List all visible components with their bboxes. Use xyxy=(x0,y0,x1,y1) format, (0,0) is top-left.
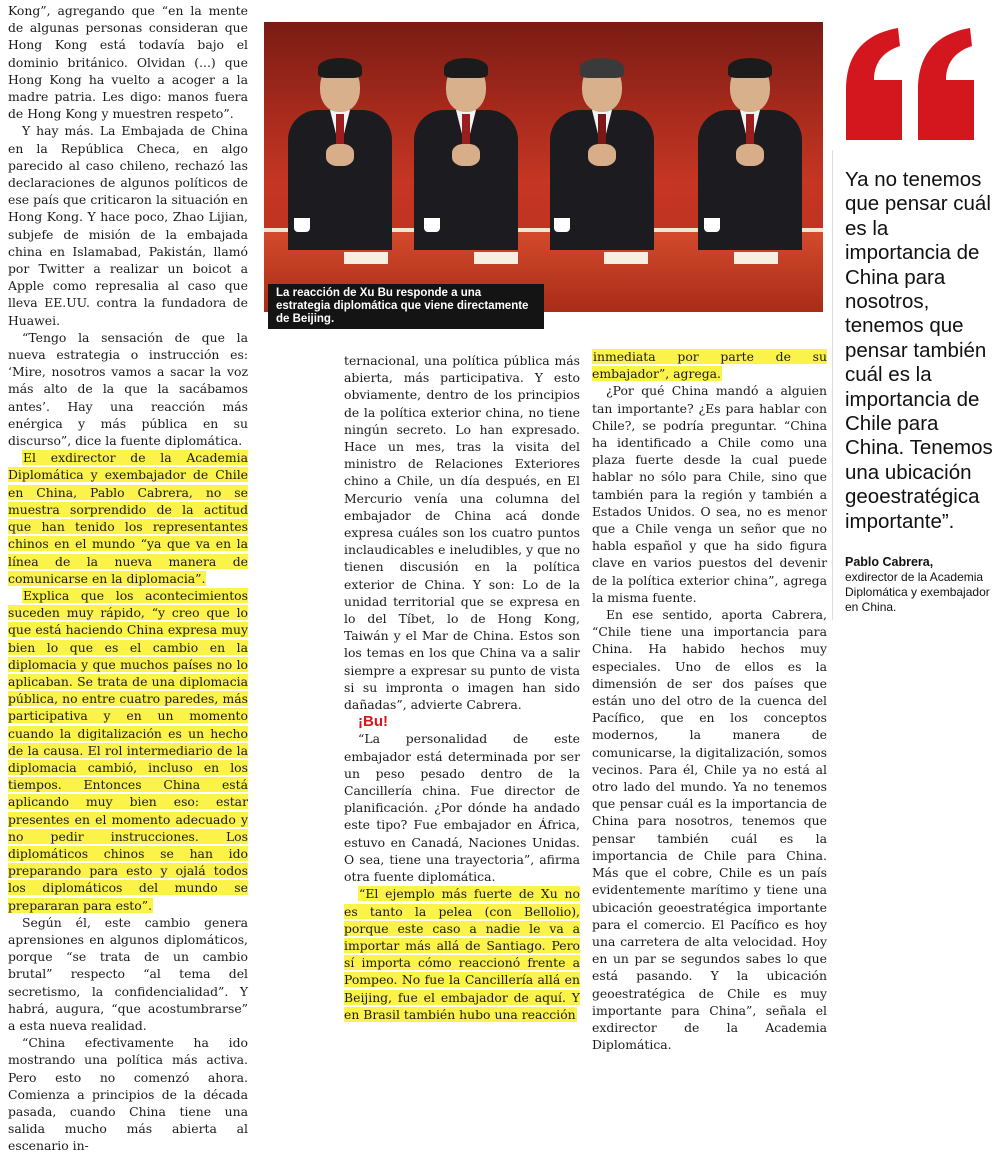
nameplate xyxy=(474,252,518,264)
paragraph: Kong”, agregando que “en la mente de algunas personas consideran que Hong Kong está todavía bajo el dominio británico. Olvidan (...) que Hong Kong ha vuelto a acoger a la madre patria. Les digo: manos fuera de Hong Kong y muestren respeto”. xyxy=(8,3,248,122)
news-photo xyxy=(264,22,823,325)
highlight: Explica que los acontecimientos suceden muy rápido, “y creo que lo que está haciendo China expresa muy bien lo que es el cambio en la diplomacia y que muchos países no lo aplicaban. Se trata de una diplomacia pública, no entre cuatro paredes, más participativa y en un momento cuando la digitalización es un hecho de la causa. El rol intermediario de la diplomacia cambió, incluso en los tiempos. Entonces China está aplicando muy bien eso: estar presentes en el momento adecuado y no pedir instrucciones. Los diplomáticos chinos se han ido preparando para esto y ojalá todos los diplomáticos del mundo se prepararan para esto”. xyxy=(8,587,248,913)
person-figure xyxy=(280,62,400,242)
cup xyxy=(294,218,310,232)
highlighted-paragraph xyxy=(592,348,827,382)
nameplate xyxy=(734,252,778,264)
highlighted-paragraph xyxy=(8,449,248,587)
highlight: “El ejemplo más fuerte de Xu no es tanto la pelea (con Bellolio), porque este caso a nadie le va a importar más allá de Santiago. Pero sí importa cómo reaccionó frente a Pompeo. No fue la Cancillería allá en Beijing, fue el embajador de aquí. Y en Brasil también hubo una reacción xyxy=(344,886,580,1022)
nameplate xyxy=(344,252,388,264)
cup xyxy=(554,218,570,232)
pull-quote-attribution xyxy=(845,555,995,615)
nameplate xyxy=(604,252,648,264)
person-figure xyxy=(542,62,662,242)
paragraph: ¿Por qué China mandó a alguien tan importante? ¿Es para hablar con Chile?, se podría preguntar. “China ha identificado a Chile como una plaza fuerte desde la cual puede hablar no sólo para Chile, sino que también para la región y también a Estados Unidos. O sea, no es menor que a Chile venga un señor que no habla español y que ha sido figura clave en varios puestos del devenir de la política exterior china”, agrega la misma fuente. xyxy=(592,383,827,605)
highlighted-paragraph xyxy=(344,885,580,1023)
pull-quote-text: Ya no tenemos que pensar cuál es la importancia de China para nosotros, tenemos que pensar también cuál es la importancia de Chile para China. Tenemos una ubicación geoestratégica importante”. xyxy=(845,168,993,533)
article-column-2 xyxy=(344,352,580,1023)
person-figure xyxy=(690,62,810,242)
divider xyxy=(832,150,833,620)
paragraph: “China efectivamente ha ido mostrando una política más activa. Pero esto no comenzó ahora. Comienza a principios de la década pasada, cuando China tiene una salida mucho más abierta al escenario in- xyxy=(8,1035,248,1154)
paragraph: “La personalidad de este embajador está determinada por ser un peso pesado dentro de la Cancillería china. Fue director de planificación. ¿Por dónde ha andado este tipo? Fue embajador en África, estuvo en Canadá, Naciones Unidas. O sea, tiene una trayectoria”, afirma otra fuente diplomática. xyxy=(344,731,580,885)
cup xyxy=(424,218,440,232)
highlighted-paragraph xyxy=(8,587,248,914)
cup xyxy=(704,218,720,232)
quote-mark-icon xyxy=(846,28,976,140)
person-figure xyxy=(406,62,526,242)
paragraph: ternacional, una política pública más abierta, más participativa. Y esto obviamente, dentro de los principios de la política exterior china, no tiene ningún secreto. Lo han expresado. Hace un mes, tras la visita del ministro de Relaciones Exteriores chino a Chile, un día después, en El Mercurio venía una columna del embajador de China acá donde expresa cuáles son los cuatro puntos inclaudicables e ineludibles, y que no tienen discusión en la política exterior de China. Y son: Lo de la unidad territorial que se expresa en lo del Tíbet, lo de Hong Kong, Taiwán y el Mar de China. Estos son los temas en los que China va a salir siempre a expresar su punto de vista si su impronta o imagen han sido dañadas”, advierte Cabrera. xyxy=(344,353,580,713)
paragraph: “Tengo la sensación de que la nueva estrategia o instrucción es: ‘Mire, nosotros vamos a sacar la voz más alto de la que la sacábamos antes’. Hay una reacción más enérgica y más pública en su discurso”, dice la fuente diplomática. xyxy=(8,329,248,449)
photo-caption: La reacción de Xu Bu responde a una estrategia diplomática que viene directamente de Beijing. xyxy=(268,284,544,329)
paragraph: Y hay más. La Embajada de China en la República Checa, en algo parecido al caso chileno, rechazó las declaraciones de algunos políticos de ese país que criticaron la situación en Hong Kong. Y hace poco, Zhao Lijian, subjefe de misión de la embajada china en Islamabad, Pakistán, llamó por Twitter a realizar un boicot a Apple como represalia al caso que lleva EE.UU. contra la fundadora de Huawei. xyxy=(8,123,248,328)
highlight: El exdirector de la Academia Diplomática y exembajador de Chile en China, Pablo Cabrera, no se muestra sorprendido de la actitud que han tenido los representantes chinos en el mundo “ya que va en la línea de la nueva manera de comunicarse en la diplomacia”. xyxy=(8,450,248,586)
highlight: inmediata por parte de su embajador”, agrega. xyxy=(592,349,827,382)
article-column-3 xyxy=(592,348,827,1053)
article-column-1 xyxy=(8,2,248,1155)
paragraph: En ese sentido, aporta Cabrera, “Chile tiene una importancia para China. Ha habido hechos muy especiales. Uno de ellos es la dimensión de ser dos países que están uno del otro de la cuenca del Pacífico, que en los conceptos modernos, la manera de comunicarse, la digitalización, somos vecinos. Para él, Chile ya no está al otro lado del mundo. Ya no tenemos que pensar cuál es la importancia de China para nosotros, tenemos que pensar también cuál es la importancia de Chile para China. Más que el cobre, Chile es un país evidentemente marítimo y tiene una ubicación geoestratégica importante para el comercio. El Pacífico es hoy una carretera de alta velocidad. Hoy en un par se segundos sabes lo que está pasando. Y la ubicación geoestratégica de Chile es muy importante para China”, señala el exdirector de la Academia Diplomática. xyxy=(592,607,827,1053)
paragraph: Según él, este cambio genera aprensiones en algunos diplomáticos, porque “se trata de un cambio brutal” respecto “al tema del secretismo, la confidencialidad”. Y habrá, augura, “que acostumbrarse” a esta nueva realidad. xyxy=(8,914,248,1033)
subheading: ¡Bu! xyxy=(358,713,388,731)
quote-author-role: exdirector de la Academia Diplomática y exembajador en China. xyxy=(845,570,990,614)
quote-author: Pablo Cabrera, xyxy=(845,555,934,569)
